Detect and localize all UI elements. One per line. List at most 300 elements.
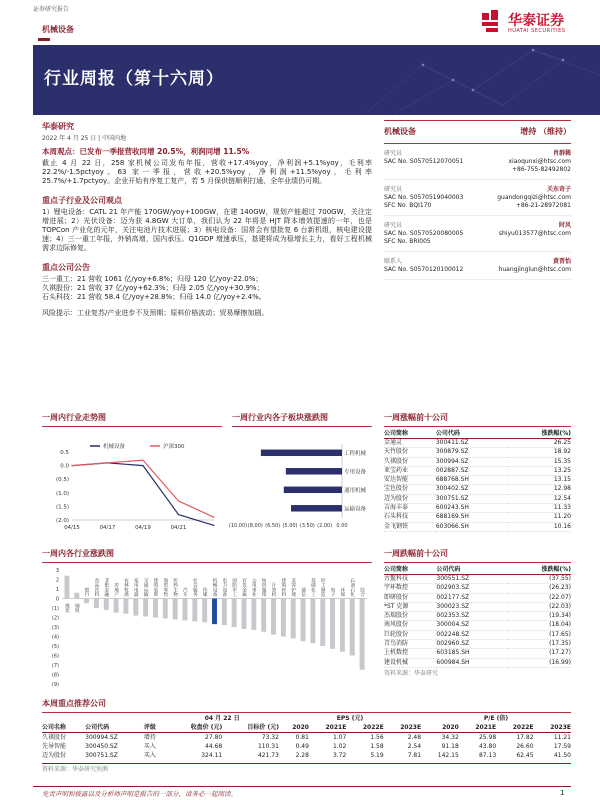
headline: 本周观点：已发布一季报营收同增 20.5%，利润同增 11.5% [42,147,250,156]
company-line: 久祺股份：21 营收 37 亿/yoy+62.3%；归母 2.05 亿/yoy+30.9%； [42,284,264,292]
table-cell: 002248.SZ [436,630,507,639]
y-tick-label: 2 [55,577,59,584]
col-header: 2021E [325,724,347,731]
y-tick-label: (6) [51,653,59,660]
focus-text: 1）锂电设备：CATL 21 年产能 170GW/yoy+100GW，在建 140GW，规划产能超过 700GW，关注定增进展；2）光伏设备：迈为获 4.8GW 大订单，我们认为 22 年将是 HJT 降本增效提速的一年，也是 TOPCon 产业化的元年，关注电池片技术进展；3）核电设备：国常会有望批复 6 台新机组，核电建设提速；4）三一重工年报，外销高增，国内承压。Q1GDP 增速承压，基建将成为稳增长主力，看好工程机械需求边际修复。 [42,208,372,252]
bar [330,599,335,649]
recommend-title: 本周重点推荐公司 [42,699,106,708]
bar-label: 工程机械 [344,451,367,458]
table-cell: 43.80 [478,743,497,750]
table-row [384,621,571,630]
y-tick-label: (9) [51,682,59,688]
table-cell: 300402.SZ [436,485,508,494]
table-cell: 2.54 [407,743,422,750]
bar-label: 电子 [330,587,336,597]
bar [271,599,276,635]
x-tick-label: 0.00 [336,523,348,529]
table-cell: 买入 [143,752,156,759]
table-cell: 古鳌科技 [384,575,436,584]
data-point [178,514,179,515]
col-header: 公司代码 [436,565,507,575]
table-cell: (22.07) [508,593,571,602]
doc-type-label: 证券研究报告 [33,6,70,13]
analyst-phone: +86-755-82492802 [512,166,571,173]
bar-label: 房地产 [113,582,119,597]
table-cell: 南风股份 [384,621,436,630]
bar [232,599,237,628]
section-marker [38,38,50,41]
table-row [384,584,571,593]
y-tick-label: 0 [55,596,59,603]
table-cell: (16.99) [508,658,571,667]
section-label: 机械设备 [42,25,74,34]
gainers-table [384,429,571,532]
table-cell: 15.35 [507,457,571,466]
bar-label: 运输设备 [344,506,367,513]
page-header [0,0,600,40]
brand-logo-icon [482,10,504,34]
table-cell: 002353.SZ [436,612,507,621]
table-cell: 62.45 [516,752,534,759]
bar [202,599,207,623]
x-tick-label: 04/21 [170,525,187,531]
brand-name-en: HUATAI SECURITIES [508,28,566,34]
bar-label: 通信 [300,587,306,597]
report-date: 2022 年 4 月 25 日 | 中国内地 [42,135,127,142]
table-cell: 603066.SH [436,522,508,531]
data-point [213,517,214,518]
data-point [213,525,214,526]
y-tick-label: 1 [55,587,59,593]
table-cell: 11.21 [553,734,571,741]
analyst-email[interactable]: xiaoqunxi@htsc.com [508,158,571,165]
y-tick-label: (5) [51,644,59,650]
bar [222,599,227,626]
col-header: 目标价 (元) [247,724,279,731]
org-label: 华泰研究 [42,122,74,131]
disclaimer: 免责声明和披露以及分析师声明是报告的一部分，请务必一起阅读。 [42,790,237,798]
summary-text: 截止 4 月 22 日，258 家机械公司发布年报，营收+17.4%yoy，净利润+5.1%yoy，毛利率 22.2%/-1.5pctyoy。63 家一季报，营收+20.5%yoy，净利润+11.5%yoy，毛利率 25.7%/+1.7pctyoy。企业开始有序复工复产，若 5 月保供链顺利打通，全年业绩仍可期。 [42,159,372,185]
table-cell: 宇环数控 [384,584,436,593]
table-cell: 300994.SZ [436,457,508,466]
table-cell: 亚宝药业 [384,466,436,475]
table-row [42,751,571,760]
col-header: 公司代码 [85,724,110,731]
table-row [384,658,571,667]
table-row [42,733,571,743]
table-cell: 34.32 [441,734,459,741]
col-header: 2023E [400,724,422,731]
bar-label: 交通运输 [143,578,149,597]
bar-label: 银行 [84,587,90,597]
analyst-name: 黄晋怡 [552,258,571,265]
col-header: 涨跌幅(%) [507,429,571,439]
table-cell: 建设机械 [384,658,436,667]
data-point [178,500,179,501]
losers-section [384,548,571,678]
col-header: 2022E [362,724,384,731]
table-cell: 142.15 [437,752,459,759]
table-row [384,522,571,531]
trend-chart [42,438,222,538]
industry-label: 机械设备 [384,127,416,136]
losers-table [384,565,571,668]
y-tick-label: 0.5 [60,450,69,456]
table-cell: 安达智能 [384,476,436,485]
table-cell: 18.92 [507,448,571,457]
bar-label: 建筑装饰 [152,578,158,597]
table-cell: 41.50 [553,752,571,759]
bar [94,599,99,609]
bar-label: 国防军工 [231,578,237,597]
col-header: 公司代码 [436,429,508,439]
table-cell: 91.18 [441,743,459,750]
page-number: 1 [560,789,565,797]
bar-label: 纺织服饰 [261,578,267,597]
col-header: 评级 [143,724,156,731]
table-cell: 110.31 [257,743,279,750]
table-cell: 宝色股份 [384,485,436,494]
table-cell: 13.25 [507,466,571,475]
analyst-role: 研究员 [384,150,403,157]
recommend-source: 资料来源：华泰研究预测 [42,763,571,774]
losers-source: 资料来源：华泰研究 [384,669,439,677]
analyst-email[interactable]: huangjinglun@htsc.com [498,266,571,273]
bar-label: 通用机械 [344,488,367,495]
table-cell: (19.34) [508,612,571,621]
table-cell: 11.20 [507,513,571,522]
bar [64,576,69,599]
bar [340,599,345,652]
table-cell: 300450.SZ [85,743,118,750]
x-tick-label: (2.00) [317,523,333,529]
table-cell: 73.32 [261,734,279,741]
y-tick-label: (1) [51,606,59,612]
pe-group-header: P/E (倍) [483,715,509,722]
table-row [384,513,571,522]
bar [84,599,89,604]
losers-title: 一周跌幅前十公司 [384,549,448,558]
bar-label: 汽车 [182,587,188,597]
col-header: 2023E [550,724,571,731]
bar-label: 社会服务 [192,578,198,597]
col-header: 公司名称 [42,724,67,731]
col-header: 2020 [292,724,309,731]
table-cell: 3.72 [332,752,347,759]
trend-chart-section [42,412,222,427]
col-header: 公司简称 [384,429,436,439]
sub-chart-title: 一周行业内各子板块涨跌图 [232,413,328,422]
gainers-title: 一周涨幅前十公司 [384,413,448,422]
bar-label: 家用电器 [133,578,139,597]
table-cell: (17.65) [508,630,571,639]
table-cell: 金通灵 [384,439,436,448]
table-cell: 12.98 [507,485,571,494]
table-cell: 吉海丰泰 [384,504,436,513]
bar [301,599,306,642]
table-cell: 0.49 [295,743,309,750]
table-cell: 25.98 [478,734,497,741]
analyst-license: SAC No. S0570519040003 [384,194,464,201]
bar-label: 电力设备 [221,578,227,597]
table-cell: 石头科技 [384,513,436,522]
table-cell: 久祺股份 [42,734,67,741]
col-header: 2022E [512,724,534,731]
bar [320,599,325,647]
table-cell: 002903.SZ [436,584,507,593]
bar-label: 轻工制造 [320,578,326,597]
table-cell: 300879.SZ [436,448,508,457]
y-tick-label: (7) [51,663,59,669]
analyst-license: SAC No. S0570512070051 [384,158,464,165]
company-line: 三一重工：21 营收 1061 亿/yoy+6.8%；归母 120 亿/yoy-22.0%； [42,275,263,283]
y-tick-label: (2.0) [55,518,69,524]
table-cell: 002960.SZ [436,640,507,649]
data-point [142,465,143,466]
analyst-name: 时风 [558,222,571,229]
x-tick-label: (3.50) [299,523,315,529]
bar [291,599,296,639]
table-row [384,640,571,649]
bar [242,599,247,629]
table-cell: (37.55) [508,575,571,584]
table-row [384,630,571,639]
data-point [107,462,108,463]
rating-label: 增持 （维持） [520,127,571,136]
table-cell: 2.28 [295,752,309,759]
table-row [384,602,571,611]
date-group-header: 04 月 22 日 [204,715,240,722]
report-body [42,121,372,318]
bar [173,599,178,620]
bar-label: 传媒 [202,587,208,597]
analyst-card [384,258,571,280]
y-tick-label: (3) [51,625,59,631]
bar-label: 公用事业 [251,578,257,597]
series-line [72,460,214,517]
y-tick-label: 0.0 [60,463,69,470]
analyst-list [384,150,571,280]
table-cell: 300023.SZ [436,602,507,611]
table-row [384,485,571,494]
bar [291,505,342,511]
bar-label: 计算机 [271,582,277,597]
company-title: 重点公司公告 [42,263,90,272]
analyst-card [384,186,571,216]
table-row [384,439,571,448]
table-cell: 13.15 [507,476,571,485]
table-cell: 421.73 [257,752,279,759]
bar-label: 有色金属 [241,578,247,597]
table-row [384,476,571,485]
y-tick-label: 3 [55,568,59,574]
table-cell: 17.59 [553,743,571,750]
col-header: 涨跌幅(%) [508,565,571,575]
bar [133,599,138,616]
bar [310,599,315,644]
bar-label: 钢铁 [74,603,80,613]
table-cell: 1.56 [370,734,384,741]
eps-group-header: EPS (元) [336,715,364,722]
table-cell: (17.35) [508,640,571,649]
gainers-section [384,412,571,532]
table-row [42,742,571,751]
x-tick-label: 04/17 [99,525,116,531]
table-cell: 巨轮股份 [384,630,436,639]
table-row [384,466,571,475]
bar-label: 农林牧渔 [123,578,129,597]
table-row [384,494,571,503]
table-cell: 1.58 [370,743,384,750]
table-row [384,649,571,658]
table-cell: 5.19 [370,752,384,759]
data-point [142,460,143,461]
table-cell: 10.16 [507,522,571,531]
x-tick-label: (5.00) [282,523,298,529]
analyst-card [384,222,571,252]
brand-name: 华泰证券 [508,13,564,29]
trend-chart-title: 一周内行业走势图 [42,413,106,422]
table-cell: 26.25 [507,439,571,448]
table-row [384,504,571,513]
x-tick-label: (10.00) [228,523,248,529]
legend-label: 沪深300 [163,444,185,450]
table-cell: (18.04) [508,621,571,630]
table-row [384,448,571,457]
legend-label: 机械设备 [103,444,126,450]
table-cell: 天竹股份 [384,448,436,457]
table-cell: 增持 [143,734,156,741]
y-tick-label: (4) [51,634,59,641]
table-cell: 12.54 [507,494,571,503]
bar [212,599,217,625]
table-cell: (17.27) [508,649,571,658]
table-cell: (26.23) [508,584,571,593]
x-tick-label: (6.50) [265,523,281,529]
footer-divider [33,786,571,787]
table-cell: 买入 [143,743,156,750]
bar [251,599,256,630]
table-cell: 迈为股份 [42,752,67,759]
bar-label: 非银金融 [103,578,109,597]
table-cell: 600243.SH [436,504,508,513]
table-cell: 300994.SZ [85,734,118,741]
bar [286,468,342,474]
table-cell: 11.33 [507,504,571,513]
y-tick-label: (2) [51,615,59,622]
table-cell: 0.81 [295,734,309,741]
bar [104,599,109,610]
bar [360,599,365,670]
table-row [384,457,571,466]
industry-chart-section [42,548,372,563]
table-cell: 迈为股份 [384,494,436,503]
analyst-name: 肖群稀 [552,150,571,157]
table-cell: 金飞钢铁 [384,522,436,531]
table-cell: 7.81 [407,752,422,759]
analyst-license-sfc: SFC No. BQI170 [384,202,432,209]
analyst-role: 联系人 [384,258,403,265]
recommend-table [42,714,571,760]
bar-label: 综合 [359,587,365,597]
analyst-name: 关东奇子 [546,186,571,193]
bar-label: 煤炭 [64,603,70,613]
bar [192,599,197,622]
page-title: 行业周报（第十六周） [44,69,224,89]
table-cell: 87.13 [478,752,497,759]
table-cell: 久祺股份 [384,457,436,466]
table-cell: 002177.SZ [436,593,507,602]
y-tick-label: (1.0) [55,490,69,497]
sub-sector-chart [228,438,372,538]
bar-label: 建筑材料 [280,578,286,597]
industry-chart [42,566,372,688]
table-cell: 青鸟消防 [384,640,436,649]
bar [163,599,168,619]
table-cell: 杰瑞股份 [384,612,436,621]
col-header: 收盘价 (元) [190,724,223,731]
table-cell: 603185.SH [436,649,507,658]
company-line: 石头科技：21 营收 58.4 亿/yoy+28.8%；归母 14.0 亿/yoy+2.4%。 [42,293,266,301]
table-cell: (22.03) [508,602,571,611]
table-cell: 300411.SZ [436,439,508,448]
bar [183,599,188,621]
y-tick-label: (8) [51,672,59,679]
bar-label: 商贸零售 [162,578,168,597]
analyst-email[interactable]: guandongqizi@htsc.com [497,194,571,201]
data-point [71,465,72,466]
table-cell: 600984.SH [436,658,507,667]
table-cell: 324.11 [201,752,223,759]
bar-label: 食品饮料 [93,578,99,597]
table-cell: 688768.SH [436,476,508,485]
x-tick-label: 04/19 [135,525,151,531]
table-cell: 2.48 [407,734,422,741]
bar-label: 石油石化 [349,578,355,597]
bar-label: 医药生物 [172,578,178,597]
bar [153,599,158,618]
bar [114,599,119,613]
x-tick-label: (8.00) [247,523,263,529]
industry-chart-title: 一周内各行业涨跌图 [42,549,114,558]
table-row [384,593,571,602]
analyst-role: 研究员 [384,222,403,229]
analyst-card [384,150,571,180]
bar [123,599,128,614]
y-tick-label: (1.5) [55,504,69,511]
risk-text: 风险提示：工业复苏/产业进步不及预期；原料价格波动；贸易摩擦加剧。 [42,309,269,317]
table-cell: 上机数控 [384,649,436,658]
bar [281,599,286,637]
sub-chart-section [232,412,372,427]
table-cell: 26.60 [516,743,534,750]
bar [261,450,342,456]
bar-label: 美容护理 [290,578,296,597]
bar-label: 环保 [339,587,345,597]
col-header: 2021E [475,724,497,731]
analyst-email[interactable]: shiyu013577@htsc.com [498,230,571,237]
table-cell: 300551.SZ [436,575,507,584]
bar-label: 机械设备 [212,578,217,597]
brand-logo [482,10,504,38]
x-tick-label: 04/15 [64,525,80,531]
table-cell: 即研股份 [384,593,436,602]
focus-title: 重点子行业及公司观点 [42,196,122,205]
analyst-license-sfc: SFC No. BRI005 [384,238,431,245]
table-cell: 002887.SZ [436,466,508,475]
table-cell: 300751.SZ [85,752,118,759]
table-cell: 先导智能 [42,743,67,750]
